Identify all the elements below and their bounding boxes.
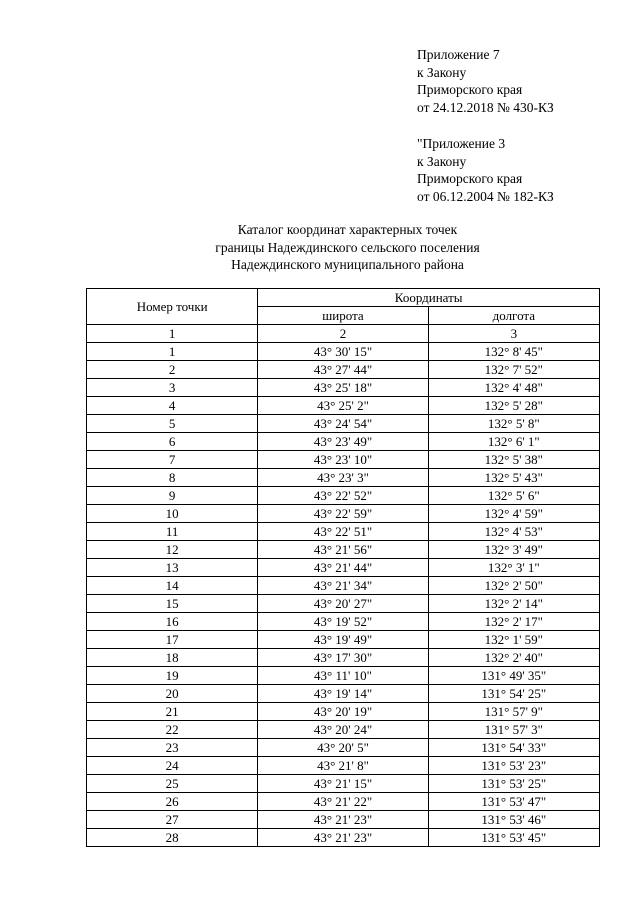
coordinates-table — [86, 288, 600, 847]
table-row — [87, 379, 600, 397]
longitude-cell: 132° 5' 6" — [428, 487, 599, 505]
point-number-cell: 24 — [87, 757, 258, 775]
longitude-cell: 131° 53' 45" — [428, 829, 599, 847]
latitude-cell: 43° 22' 51" — [258, 523, 428, 541]
latitude-cell: 43° 20' 19" — [258, 703, 428, 721]
longitude-cell: 131° 53' 25" — [428, 775, 599, 793]
point-number-cell: 16 — [87, 613, 258, 631]
longitude-cell: 132° 6' 1" — [428, 433, 599, 451]
table-row — [87, 541, 600, 559]
longitude-cell: 131° 57' 9" — [428, 703, 599, 721]
point-number-cell: 20 — [87, 685, 258, 703]
latitude-cell: 43° 24' 54" — [258, 415, 428, 433]
latitude-cell: 43° 21' 23" — [258, 811, 428, 829]
point-number-cell: 21 — [87, 703, 258, 721]
point-number-cell: 2 — [87, 361, 258, 379]
longitude-cell: 132° 4' 59" — [428, 505, 599, 523]
latitude-cell: 43° 11' 10" — [258, 667, 428, 685]
longitude-cell: 131° 49' 35" — [428, 667, 599, 685]
appendix-3-reference — [417, 135, 554, 205]
table-row — [87, 613, 600, 631]
point-number-cell: 27 — [87, 811, 258, 829]
point-number-cell: 6 — [87, 433, 258, 451]
point-number-cell: 15 — [87, 595, 258, 613]
title-line: границы Надеждинского сельского поселения — [215, 239, 480, 255]
point-number-cell: 7 — [87, 451, 258, 469]
point-number-cell: 17 — [87, 631, 258, 649]
latitude-cell: 43° 21' 44" — [258, 559, 428, 577]
longitude-cell: 132° 3' 1" — [428, 559, 599, 577]
table-row — [87, 649, 600, 667]
point-number-cell: 3 — [87, 379, 258, 397]
point-number-cell: 18 — [87, 649, 258, 667]
header-longitude: долгота — [428, 307, 599, 325]
longitude-cell: 132° 2' 14" — [428, 595, 599, 613]
point-number-cell: 4 — [87, 397, 258, 415]
appendix-line: Приморского края — [417, 82, 523, 97]
appendix-line: от 24.12.2018 № 430-КЗ — [417, 99, 554, 115]
title-line: Надеждинского муниципального района — [231, 257, 464, 272]
longitude-cell: 132° 5' 8" — [428, 415, 599, 433]
column-number: 2 — [258, 325, 428, 343]
point-number-cell: 14 — [87, 577, 258, 595]
longitude-cell: 132° 2' 40" — [428, 649, 599, 667]
point-number-cell: 23 — [87, 739, 258, 757]
latitude-cell: 43° 20' 24" — [258, 721, 428, 739]
longitude-cell: 132° 7' 52" — [428, 361, 599, 379]
point-number-cell: 13 — [87, 559, 258, 577]
table-row — [87, 829, 600, 847]
latitude-cell: 43° 19' 49" — [258, 631, 428, 649]
table-row — [87, 415, 600, 433]
table-row — [87, 397, 600, 415]
longitude-cell: 132° 1' 59" — [428, 631, 599, 649]
longitude-cell: 131° 54' 25" — [428, 685, 599, 703]
point-number-cell: 26 — [87, 793, 258, 811]
point-number-cell: 11 — [87, 523, 258, 541]
point-number-cell: 19 — [87, 667, 258, 685]
point-number-cell: 28 — [87, 829, 258, 847]
longitude-cell: 132° 5' 43" — [428, 469, 599, 487]
longitude-cell: 132° 2' 17" — [428, 613, 599, 631]
table-row — [87, 487, 600, 505]
table-row — [87, 361, 600, 379]
appendix-line: к Закону — [417, 64, 467, 80]
appendix-7-reference — [417, 46, 554, 116]
point-number-cell: 9 — [87, 487, 258, 505]
appendix-line: от 06.12.2004 № 182-КЗ — [417, 188, 554, 204]
latitude-cell: 43° 21' 34" — [258, 577, 428, 595]
table-row — [87, 631, 600, 649]
longitude-cell: 131° 57' 3" — [428, 721, 599, 739]
table-row — [87, 559, 600, 577]
latitude-cell: 43° 22' 59" — [258, 505, 428, 523]
latitude-cell: 43° 23' 49" — [258, 433, 428, 451]
point-number-cell: 25 — [87, 775, 258, 793]
latitude-cell: 43° 17' 30" — [258, 649, 428, 667]
header-coordinates: Координаты — [258, 289, 600, 307]
latitude-cell: 43° 23' 10" — [258, 451, 428, 469]
latitude-cell: 43° 21' 8" — [258, 757, 428, 775]
longitude-cell: 131° 53' 46" — [428, 811, 599, 829]
latitude-cell: 43° 20' 5" — [258, 739, 428, 757]
latitude-cell: 43° 27' 44" — [258, 361, 428, 379]
table-row — [87, 721, 600, 739]
latitude-cell: 43° 25' 18" — [258, 379, 428, 397]
latitude-cell: 43° 21' 56" — [258, 541, 428, 559]
longitude-cell: 132° 5' 28" — [428, 397, 599, 415]
appendix-line: к Закону — [417, 153, 467, 169]
longitude-cell: 131° 53' 23" — [428, 757, 599, 775]
table-row — [87, 577, 600, 595]
latitude-cell: 43° 21' 23" — [258, 829, 428, 847]
latitude-cell: 43° 22' 52" — [258, 487, 428, 505]
latitude-cell: 43° 30' 15" — [258, 343, 428, 361]
table-row — [87, 595, 600, 613]
table-row — [87, 667, 600, 685]
table-row — [87, 775, 600, 793]
latitude-cell: 43° 19' 14" — [258, 685, 428, 703]
title-line: Каталог координат характерных точек — [237, 222, 458, 237]
point-number-cell: 1 — [87, 343, 258, 361]
table-row — [87, 505, 600, 523]
header-latitude: широта — [258, 307, 428, 325]
latitude-cell: 43° 25' 2" — [258, 397, 428, 415]
point-number-cell: 12 — [87, 541, 258, 559]
column-number: 3 — [428, 325, 599, 343]
table-row — [87, 451, 600, 469]
document-title — [0, 221, 640, 274]
appendix-line: Приложение 7 — [417, 47, 500, 62]
latitude-cell: 43° 21' 15" — [258, 775, 428, 793]
point-number-cell: 22 — [87, 721, 258, 739]
longitude-cell: 132° 2' 50" — [428, 577, 599, 595]
appendix-line: "Приложение 3 — [417, 136, 506, 151]
table-row — [87, 469, 600, 487]
longitude-cell: 132° 5' 38" — [428, 451, 599, 469]
latitude-cell: 43° 21' 22" — [258, 793, 428, 811]
table-row — [87, 703, 600, 721]
table-row — [87, 433, 600, 451]
longitude-cell: 132° 3' 49" — [428, 541, 599, 559]
table-row — [87, 811, 600, 829]
table-row — [87, 523, 600, 541]
longitude-cell: 132° 4' 48" — [428, 379, 599, 397]
latitude-cell: 43° 19' 52" — [258, 613, 428, 631]
point-number-cell: 5 — [87, 415, 258, 433]
latitude-cell: 43° 20' 27" — [258, 595, 428, 613]
appendix-line: Приморского края — [417, 171, 523, 186]
point-number-cell: 10 — [87, 505, 258, 523]
longitude-cell: 131° 53' 47" — [428, 793, 599, 811]
latitude-cell: 43° 23' 3" — [258, 469, 428, 487]
longitude-cell: 131° 54' 33" — [428, 739, 599, 757]
point-number-cell: 8 — [87, 469, 258, 487]
table-row — [87, 343, 600, 361]
table-row — [87, 685, 600, 703]
table-row — [87, 793, 600, 811]
longitude-cell: 132° 4' 53" — [428, 523, 599, 541]
table-row — [87, 757, 600, 775]
header-point-number: Номер точки — [87, 289, 258, 325]
column-number: 1 — [87, 325, 258, 343]
coordinates-table-body — [87, 343, 600, 847]
table-row — [87, 739, 600, 757]
longitude-cell: 132° 8' 45" — [428, 343, 599, 361]
